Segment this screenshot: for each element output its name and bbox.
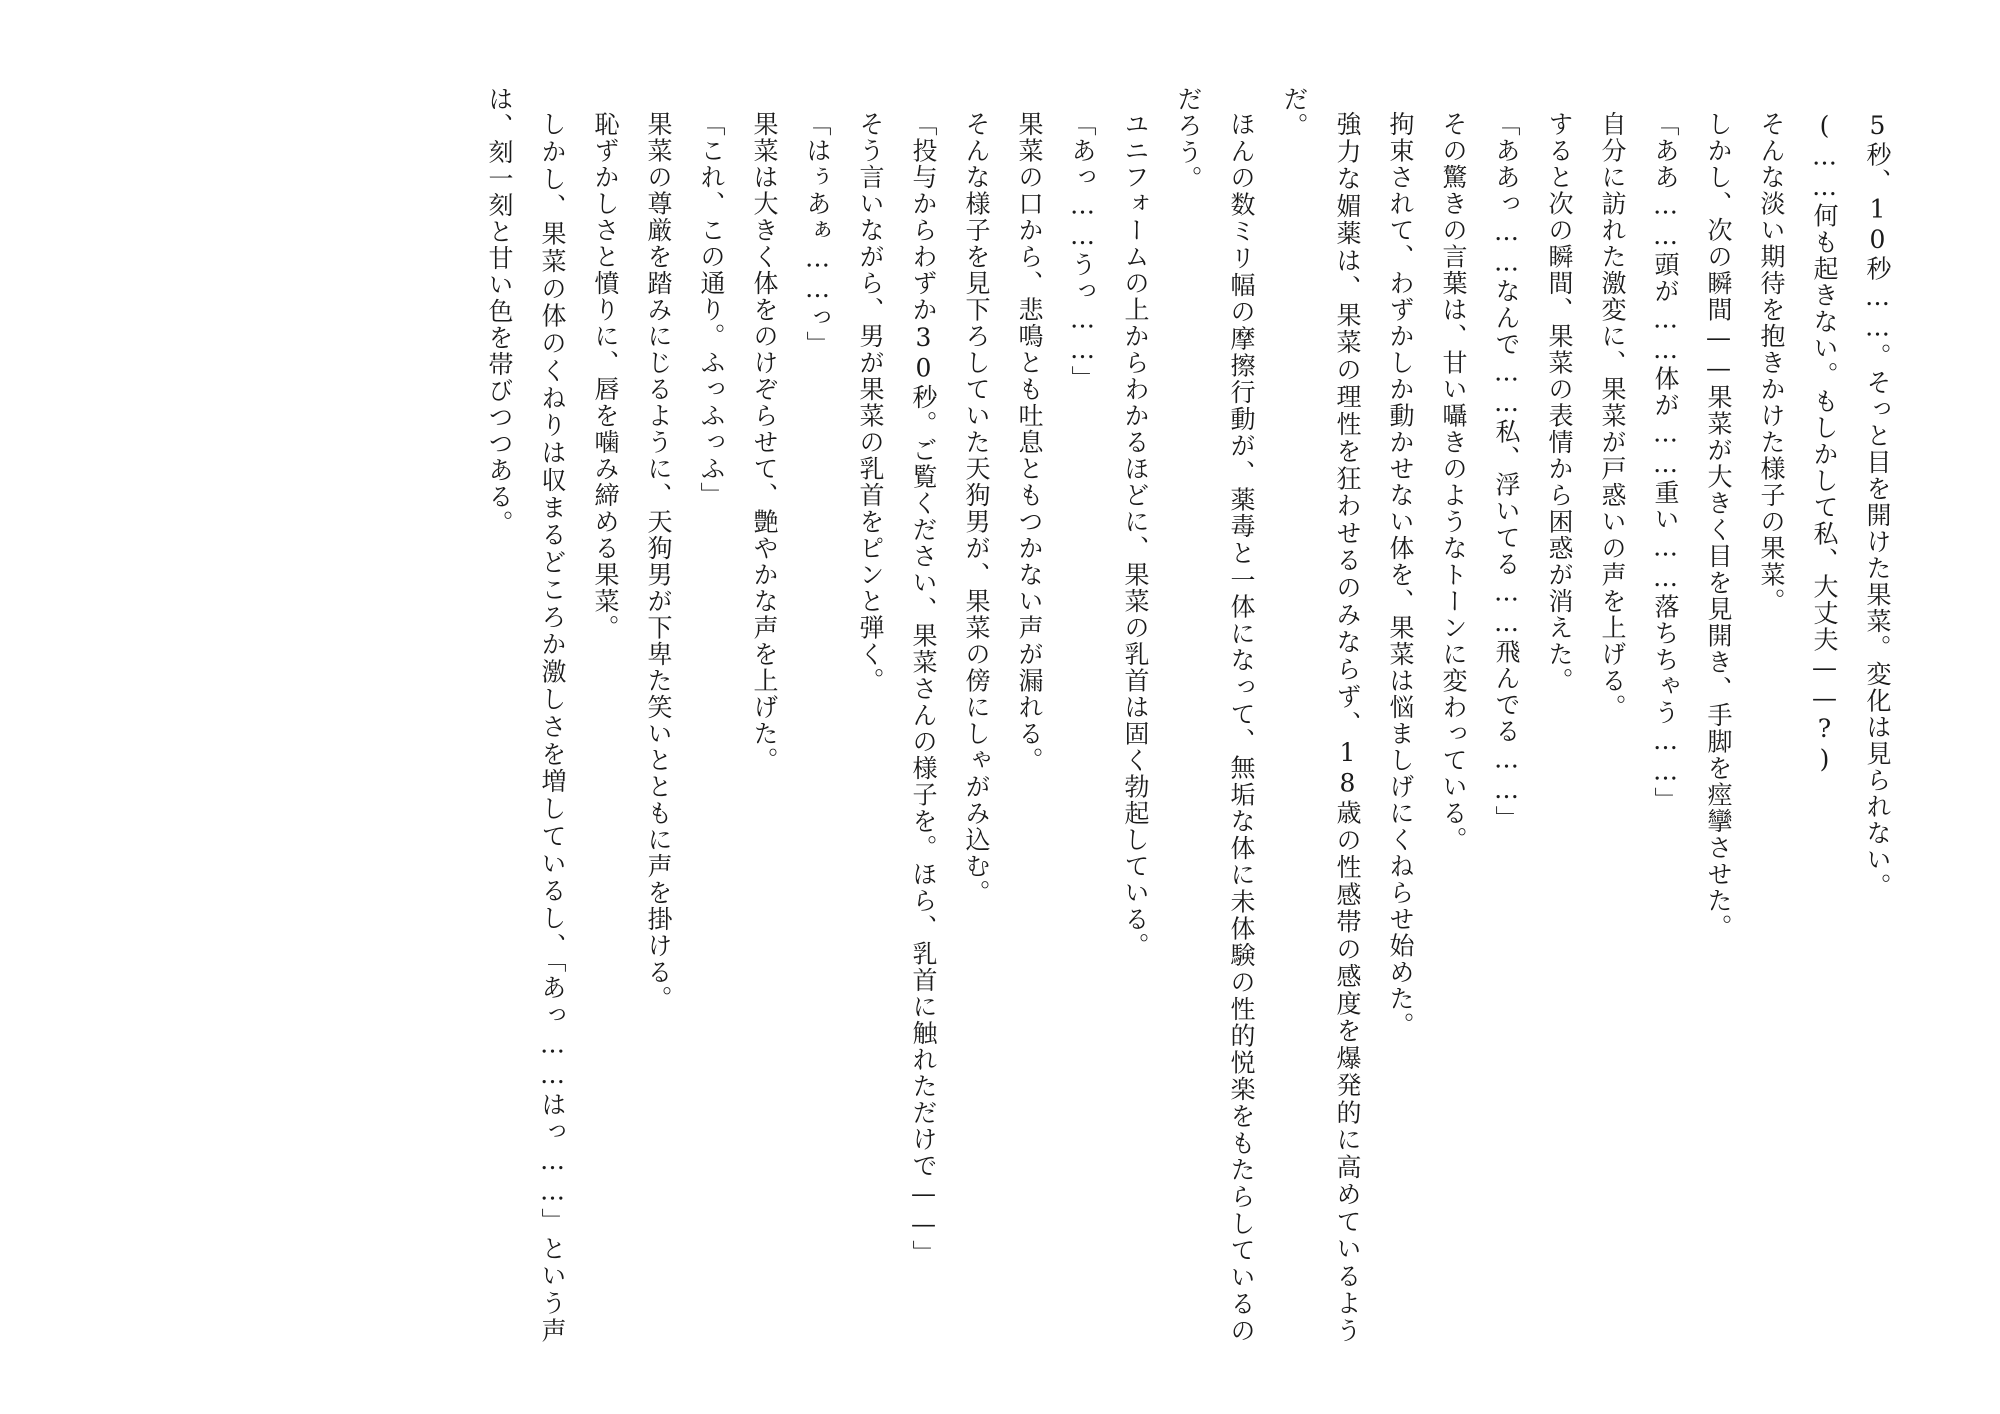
paragraph: 「投与からわずか30秒。ご覧ください、果菜さんの様子を。ほら、乳首に触れただけで——」 (909, 111, 938, 1267)
paragraph: 「はぅあぁ……っ」 (803, 111, 832, 358)
paragraph: 果菜の尊厳を踏みにじるように、天狗男が下卑た笑いとともに声を掛ける。 (644, 111, 673, 1012)
paragraph: 「ああっ……なんで……私、浮いてる……飛んでる……」 (1492, 111, 1521, 832)
paragraph: 果菜の口から、悲鳴とも吐息ともつかない声が漏れる。 (1015, 111, 1044, 774)
paragraph: そんな淡い期待を抱きかけた様子の果菜。 (1757, 111, 1786, 615)
paragraph: 5秒、10秒……。そっと目を開けた果菜。変化は見られない。 (1863, 111, 1892, 900)
vertical-text-body (80, 86, 1904, 1344)
paragraph: 「これ、この通り。ふっふっふ」 (697, 111, 726, 509)
paragraph: そう言いながら、男が果菜の乳首をピンと弾く。 (856, 111, 885, 694)
paragraph: すると次の瞬間、果菜の表情から困惑が消えた。 (1545, 111, 1574, 694)
paragraph: 自分に訪れた激変に、果菜が戸惑いの声を上げる。 (1598, 111, 1627, 721)
paragraph: 拘束されて、わずかしか動かせない体を、果菜は悩ましげにくねらせ始めた。 (1386, 111, 1415, 1039)
paragraph: 恥ずかしさと憤りに、唇を噛み締める果菜。 (591, 111, 620, 641)
paragraph: 強力な媚薬は、果菜の理性を狂わせるのみならず、18歳の性感帯の感度を爆発的に高めているようだ。 (1280, 86, 1362, 1344)
paragraph: しかし、次の瞬間——果菜が大きく目を見開き、手脚を痙攣させた。 (1704, 111, 1733, 941)
paragraph: ユニフォームの上からわかるほどに、果菜の乳首は固く勃起している。 (1121, 111, 1150, 959)
paragraph: (……何も起きない。もしかして私、大丈夫——?) (1810, 111, 1839, 775)
paragraph: その驚きの言葉は、甘い囁きのようなトーンに変わっている。 (1439, 111, 1468, 853)
paragraph: 「あっ……うっ……」 (1068, 111, 1097, 392)
paragraph: しかし、果菜の体のくねりは収まるどころか激しさを増しているし、「あっ……はっ……」という声は、刻一刻と甘い色を帯びつつある。 (485, 86, 567, 1344)
paragraph: 「ああ……頭が……体が……重い……落ちちゃう……」 (1651, 111, 1680, 814)
paragraph: そんな様子を見下ろしていた天狗男が、果菜の傍にしゃがみ込む。 (962, 111, 991, 906)
paragraph: ほんの数ミリ幅の摩擦行動が、薬毒と一体になって、無垢な体に未体験の性的悦楽をもたらしているのだろう。 (1174, 86, 1256, 1344)
paragraph: 果菜は大きく体をのけぞらせて、艶やかな声を上げた。 (750, 111, 779, 774)
